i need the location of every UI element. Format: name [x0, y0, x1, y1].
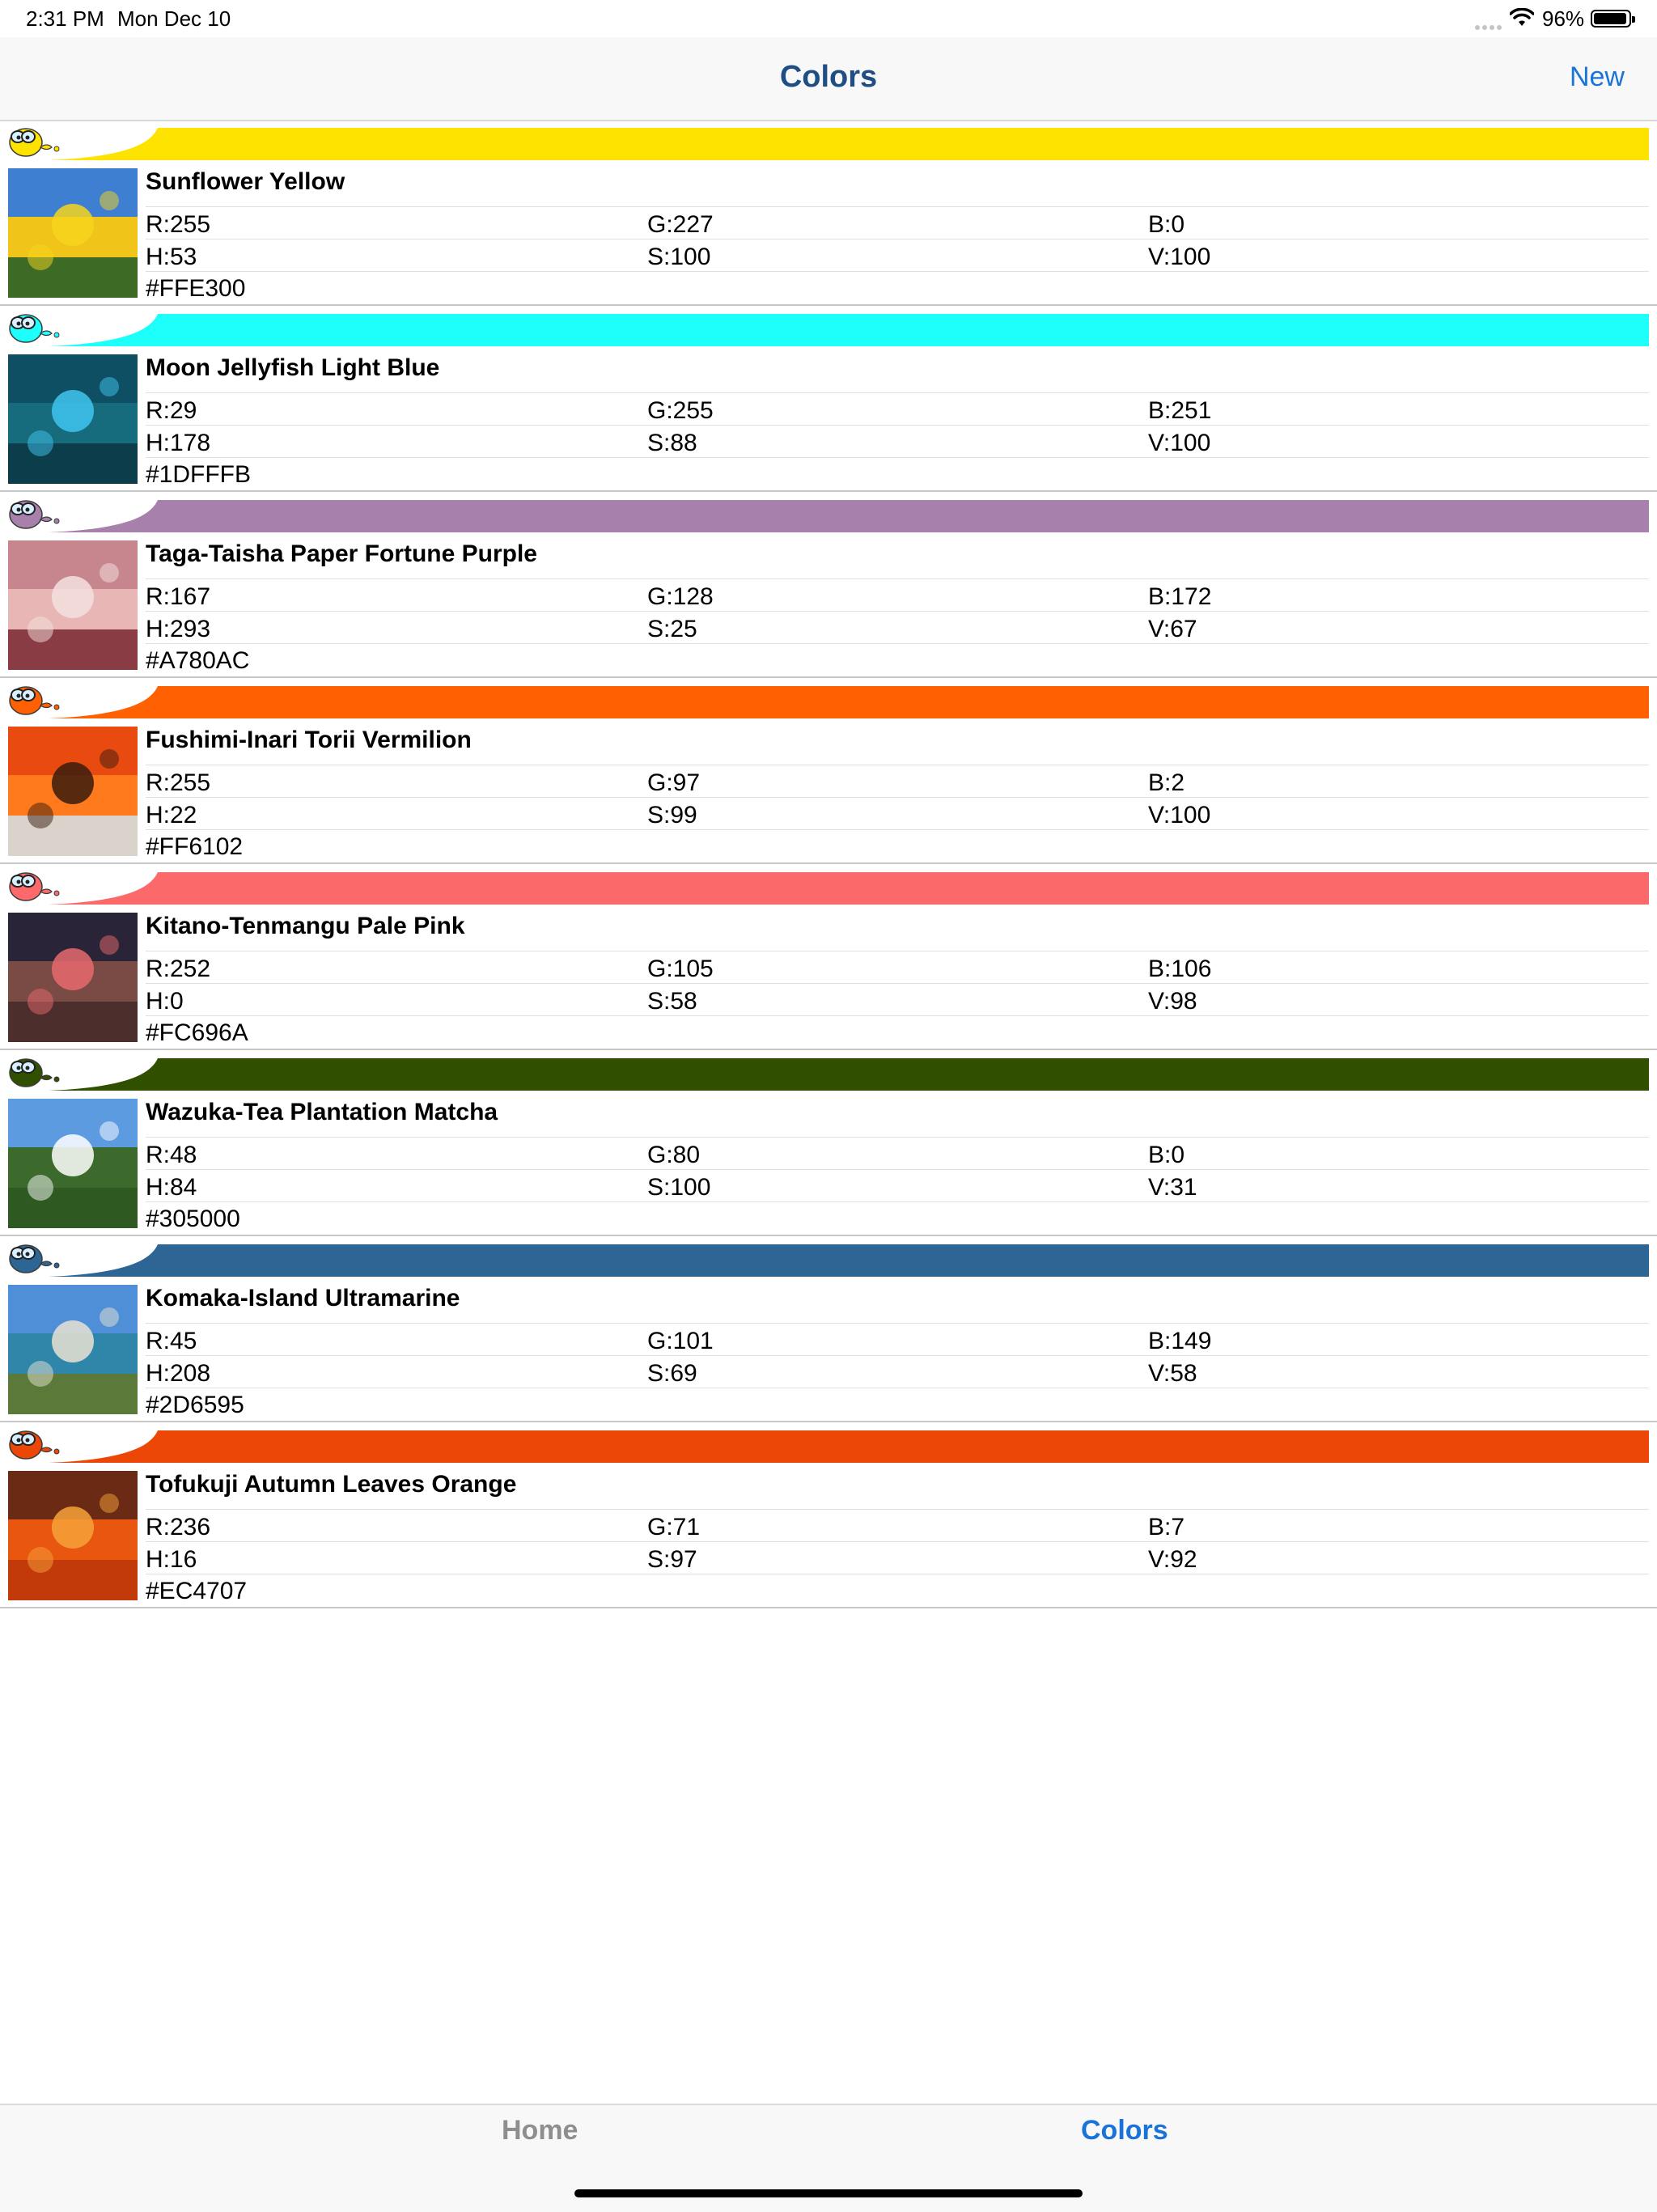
row-divider	[146, 1323, 1649, 1324]
color-name: Wazuka-Tea Plantation Matcha	[146, 1099, 498, 1125]
swoosh-decoration	[0, 1238, 1649, 1277]
hsv-value-value: V:31	[1148, 1174, 1197, 1201]
row-divider	[146, 457, 1649, 458]
mascot-icon	[5, 1055, 65, 1087]
swoosh-decoration	[0, 1052, 1649, 1091]
color-name: Sunflower Yellow	[146, 168, 345, 195]
color-photo-thumbnail	[8, 168, 138, 298]
color-photo-thumbnail	[8, 913, 138, 1042]
swoosh-decoration	[0, 494, 1649, 532]
color-name: Moon Jellyfish Light Blue	[146, 354, 440, 381]
color-photo-thumbnail	[8, 1099, 138, 1228]
entry-separator	[0, 1049, 1657, 1050]
rgb-blue-value: B:172	[1148, 583, 1212, 610]
entry-separator	[0, 490, 1657, 492]
row-divider	[146, 271, 1649, 272]
rgb-green-value: G:128	[647, 583, 714, 610]
color-name: Fushimi-Inari Torii Vermilion	[146, 727, 472, 753]
hsv-saturation-value: S:88	[647, 430, 697, 456]
color-list-item[interactable]	[0, 494, 1657, 680]
home-indicator	[574, 2189, 1083, 2197]
color-list-item[interactable]	[0, 680, 1657, 866]
row-divider	[146, 797, 1649, 798]
row-divider	[146, 1541, 1649, 1542]
wifi-icon	[1510, 8, 1534, 28]
hex-code: #EC4707	[146, 1578, 248, 1604]
hsv-hue-value: H:178	[146, 430, 211, 456]
hsv-hue-value: H:22	[146, 802, 197, 828]
hsv-value-value: V:100	[1148, 802, 1211, 828]
hex-code: #FC696A	[146, 1019, 248, 1046]
rgb-blue-value: B:2	[1148, 769, 1185, 796]
rgb-green-value: G:255	[647, 397, 714, 424]
hsv-hue-value: H:293	[146, 616, 211, 642]
rgb-blue-value: B:7	[1148, 1514, 1185, 1540]
hsv-value-value: V:58	[1148, 1360, 1197, 1387]
entry-separator	[0, 1235, 1657, 1236]
page-title: Colors	[779, 60, 878, 94]
color-swatch-band	[0, 307, 1649, 346]
hsv-hue-value: H:53	[146, 244, 197, 270]
entry-separator	[0, 862, 1657, 864]
color-photo-thumbnail	[8, 540, 138, 670]
status-bar	[0, 0, 1657, 37]
rgb-red-value: R:255	[146, 211, 211, 238]
color-photo-thumbnail	[8, 354, 138, 484]
status-date: Mon Dec 10	[117, 6, 231, 31]
row-divider	[146, 1509, 1649, 1510]
row-divider	[146, 1015, 1649, 1016]
battery-percent: 96%	[1542, 6, 1585, 31]
swoosh-decoration	[0, 1424, 1649, 1463]
rgb-red-value: R:48	[146, 1142, 197, 1168]
color-list-item[interactable]	[0, 307, 1657, 494]
rgb-green-value: G:80	[647, 1142, 701, 1168]
hsv-saturation-value: S:69	[647, 1360, 697, 1387]
color-list	[0, 121, 1657, 1610]
color-name: Tofukuji Autumn Leaves Orange	[146, 1471, 517, 1498]
rgb-blue-value: B:106	[1148, 956, 1212, 982]
row-divider	[146, 829, 1649, 830]
color-swatch-band	[0, 866, 1649, 905]
mascot-icon	[5, 1427, 65, 1460]
rgb-red-value: R:167	[146, 583, 211, 610]
color-swatch-band	[0, 680, 1649, 718]
rgb-blue-value: B:149	[1148, 1328, 1212, 1354]
color-photo-thumbnail	[8, 727, 138, 856]
hex-code: #2D6595	[146, 1392, 244, 1418]
hsv-value-value: V:98	[1148, 988, 1197, 1015]
navigation-bar	[0, 37, 1657, 121]
cellular-signal-icon	[1475, 19, 1504, 26]
swoosh-decoration	[0, 680, 1649, 718]
hsv-hue-value: H:84	[146, 1174, 197, 1201]
rgb-green-value: G:227	[647, 211, 714, 238]
rgb-blue-value: B:251	[1148, 397, 1212, 424]
hex-code: #1DFFFB	[146, 461, 252, 488]
row-divider	[146, 643, 1649, 644]
color-name: Kitano-Tenmangu Pale Pink	[146, 913, 465, 939]
color-name: Komaka-Island Ultramarine	[146, 1285, 460, 1312]
color-photo-thumbnail	[8, 1471, 138, 1600]
color-list-item[interactable]	[0, 1424, 1657, 1610]
hsv-saturation-value: S:58	[647, 988, 697, 1015]
hsv-hue-value: H:208	[146, 1360, 211, 1387]
rgb-red-value: R:252	[146, 956, 211, 982]
swoosh-decoration	[0, 121, 1649, 160]
hsv-saturation-value: S:25	[647, 616, 697, 642]
rgb-green-value: G:105	[647, 956, 714, 982]
entry-separator	[0, 1421, 1657, 1422]
color-swatch-band	[0, 1238, 1649, 1277]
rgb-red-value: R:45	[146, 1328, 197, 1354]
row-divider	[146, 425, 1649, 426]
hex-code: #305000	[146, 1206, 240, 1232]
color-swatch-band	[0, 121, 1649, 160]
hex-code: #A780AC	[146, 647, 250, 674]
row-divider	[146, 392, 1649, 393]
color-swatch-band	[0, 1424, 1649, 1463]
hsv-hue-value: H:16	[146, 1546, 197, 1573]
row-divider	[146, 1201, 1649, 1202]
mascot-icon	[5, 125, 65, 157]
mascot-icon	[5, 497, 65, 529]
row-divider	[146, 611, 1649, 612]
rgb-red-value: R:255	[146, 769, 211, 796]
row-divider	[146, 578, 1649, 579]
rgb-blue-value: B:0	[1148, 211, 1185, 238]
color-list-item[interactable]	[0, 866, 1657, 1052]
row-divider	[146, 983, 1649, 984]
mascot-icon	[5, 869, 65, 901]
hsv-saturation-value: S:99	[647, 802, 697, 828]
color-list-item[interactable]	[0, 121, 1657, 307]
mascot-icon	[5, 1241, 65, 1273]
rgb-green-value: G:101	[647, 1328, 714, 1354]
mascot-icon	[5, 683, 65, 715]
mascot-icon	[5, 311, 65, 343]
hsv-saturation-value: S:100	[647, 1174, 711, 1201]
row-divider	[146, 1137, 1649, 1138]
battery-icon	[1591, 10, 1631, 28]
rgb-green-value: G:97	[647, 769, 701, 796]
rgb-blue-value: B:0	[1148, 1142, 1185, 1168]
swoosh-decoration	[0, 866, 1649, 905]
rgb-red-value: R:236	[146, 1514, 211, 1540]
color-photo-thumbnail	[8, 1285, 138, 1414]
hsv-value-value: V:67	[1148, 616, 1197, 642]
hsv-value-value: V:92	[1148, 1546, 1197, 1573]
row-divider	[146, 1355, 1649, 1356]
new-button[interactable]: New	[1569, 61, 1625, 92]
color-list-item[interactable]	[0, 1052, 1657, 1238]
hsv-hue-value: H:0	[146, 988, 184, 1015]
hsv-saturation-value: S:97	[647, 1546, 697, 1573]
row-divider	[146, 206, 1649, 207]
entry-separator	[0, 1607, 1657, 1608]
hex-code: #FFE300	[146, 275, 246, 302]
hsv-value-value: V:100	[1148, 244, 1211, 270]
rgb-red-value: R:29	[146, 397, 197, 424]
color-swatch-band	[0, 494, 1649, 532]
rgb-green-value: G:71	[647, 1514, 701, 1540]
swoosh-decoration	[0, 307, 1649, 346]
hsv-saturation-value: S:100	[647, 244, 711, 270]
entry-separator	[0, 676, 1657, 678]
row-divider	[146, 1169, 1649, 1170]
tab-colors[interactable]: Colors	[1081, 2115, 1168, 2146]
color-list-item[interactable]	[0, 1238, 1657, 1424]
color-swatch-band	[0, 1052, 1649, 1091]
hex-code: #FF6102	[146, 833, 244, 860]
tab-home[interactable]: Home	[502, 2115, 578, 2146]
color-name: Taga-Taisha Paper Fortune Purple	[146, 540, 537, 567]
status-time: 2:31 PM	[26, 6, 104, 31]
entry-separator	[0, 304, 1657, 306]
hsv-value-value: V:100	[1148, 430, 1211, 456]
